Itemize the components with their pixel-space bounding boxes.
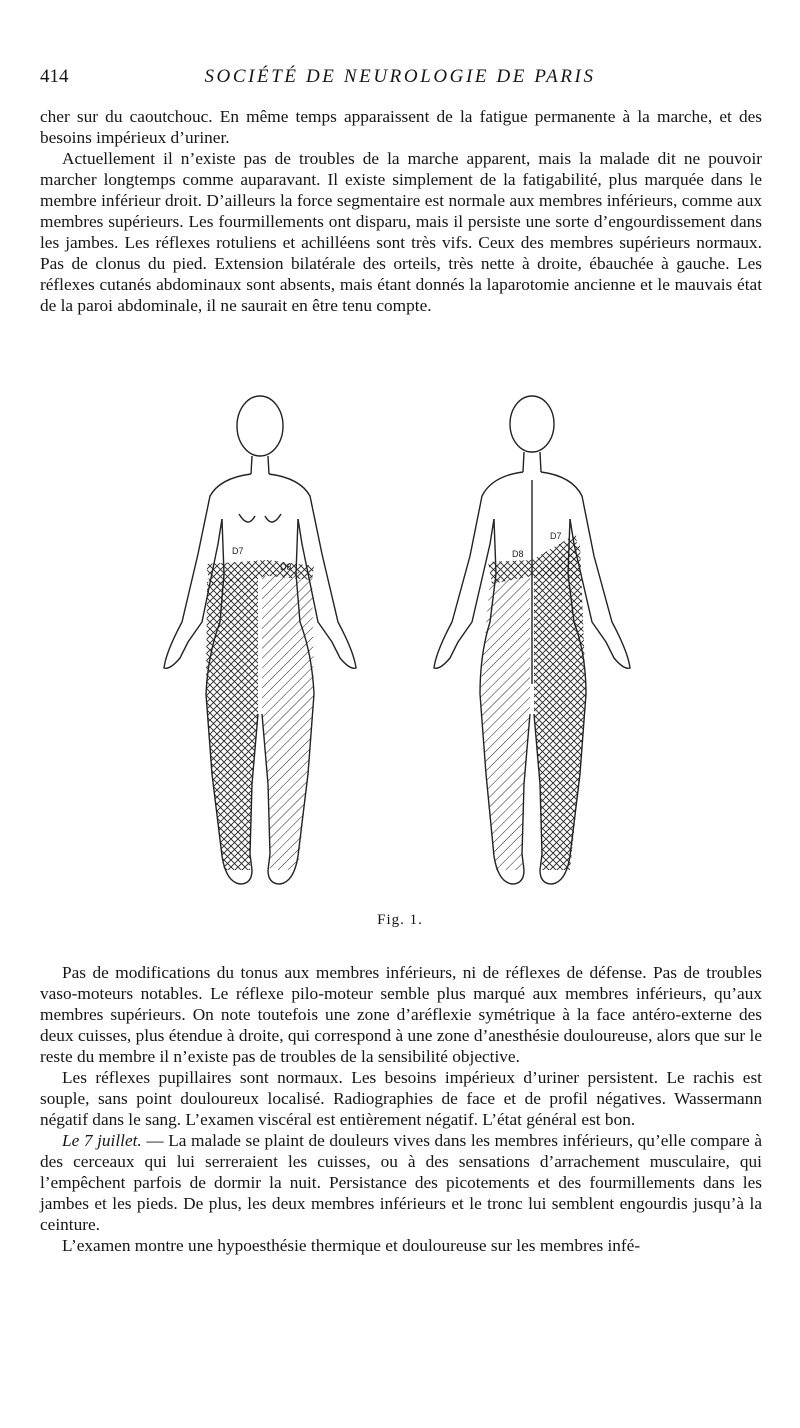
body-chart-svg (140, 384, 670, 904)
top-text-block (40, 106, 762, 316)
back-left-leg-zone (480, 576, 530, 870)
back-body-figure (434, 396, 630, 884)
back-label-d8: D8 (512, 549, 524, 559)
front-left-leg-zone (206, 576, 258, 870)
paragraph-7-juillet-text: — La malade se plaint de douleurs vives dans les membres inférieurs, qu’elle compare à des cerceaux qui lui serreraient les cuisses, ou à des sensations d’arrachement musculaire, qui l’empêchent parfois de dormir la nuit. Persistance des picotements et des fourmillements dans les jambes et les pieds. De plus, les deux membres inférieurs et le tronc lui semblent engourdis jusqu’à la ceinture. (40, 1131, 762, 1234)
paragraph-tonus: Pas de modifications du tonus aux membres inférieurs, ni de réflexes de défense. Pas de troubles vaso-moteurs notables. Le réflexe pilo-moteur semble plus marqué aux membres inférieurs, qu’aux membres supérieurs. On note toutefois une zone d’aréflexie symétrique à la face antéro-externe des deux cuisses, plus étendue à droite, qui correspond à une zone d’anesthésie douloureuse, alors que sur le reste du membre il n’existe pas de troubles de la sensibilité objective. (40, 963, 762, 1066)
front-head (237, 396, 283, 456)
back-neck (523, 452, 541, 472)
bottom-text-block (40, 962, 762, 1256)
paragraph-reflexes-pupillaires: Les réflexes pupillaires sont normaux. Les besoins impérieux d’uriner persistent. Le rachis est souple, sans point douloureux localisé. Radiographies de face et de profil négatives. Wassermann négatif dans le sang. L’examen viscéral est entièrement négatif. L’état général est bon. (40, 1068, 762, 1129)
page-header (40, 66, 760, 96)
front-neck (251, 456, 269, 474)
paragraph-7-juillet (40, 1130, 762, 1235)
paragraph-examen: L’examen montre une hypoesthésie thermique et douloureuse sur les membres infé- (62, 1236, 641, 1255)
paragraph-actuellement: Actuellement il n’existe pas de troubles de la marche apparent, mais la malade dit ne pouvoir marcher longtemps comme auparavant. Il existe simplement de la fatigabilité, plus marquée dans le membre inférieur droit. D’ailleurs la force segmentaire est normale aux membres inférieurs, comme aux membres supérieurs. Les fourmillements ont disparu, mais il persiste une sorte d’engourdissement dans les jambes. Les réflexes rotuliens et achilléens sont très vifs. Ceux des membres supérieurs normaux. Pas de clonus du pied. Extension bilatérale des orteils, très nette à droite, ébauchée à gauche. Les réflexes cutanés abdominaux sont absents, mais étant donnés la laparotomie ancienne et le mauvais état de la paroi abdominale, il ne saurait en être tenu compte. (40, 149, 762, 315)
back-head (510, 396, 554, 452)
page-number: 414 (40, 66, 69, 87)
back-right-leg-zone (534, 544, 586, 870)
back-label-d7: D7 (550, 531, 562, 541)
front-chest (239, 514, 281, 522)
body-chart-figure (140, 384, 670, 904)
paragraph-continuation: cher sur du caoutchouc. En même temps apparaissent de la fatigue permanente à la marche, et des besoins impérieux d’uriner. (40, 107, 762, 147)
front-body-figure (164, 396, 356, 884)
front-label-d8: D8 (280, 562, 292, 572)
front-right-leg-zone (262, 570, 314, 870)
date-label: Le 7 juillet. (62, 1131, 142, 1150)
figure-caption: Fig. 1. (377, 912, 423, 928)
front-label-d7: D7 (232, 546, 244, 556)
running-title: SOCIÉTÉ DE NEUROLOGIE DE PARIS (204, 66, 596, 87)
